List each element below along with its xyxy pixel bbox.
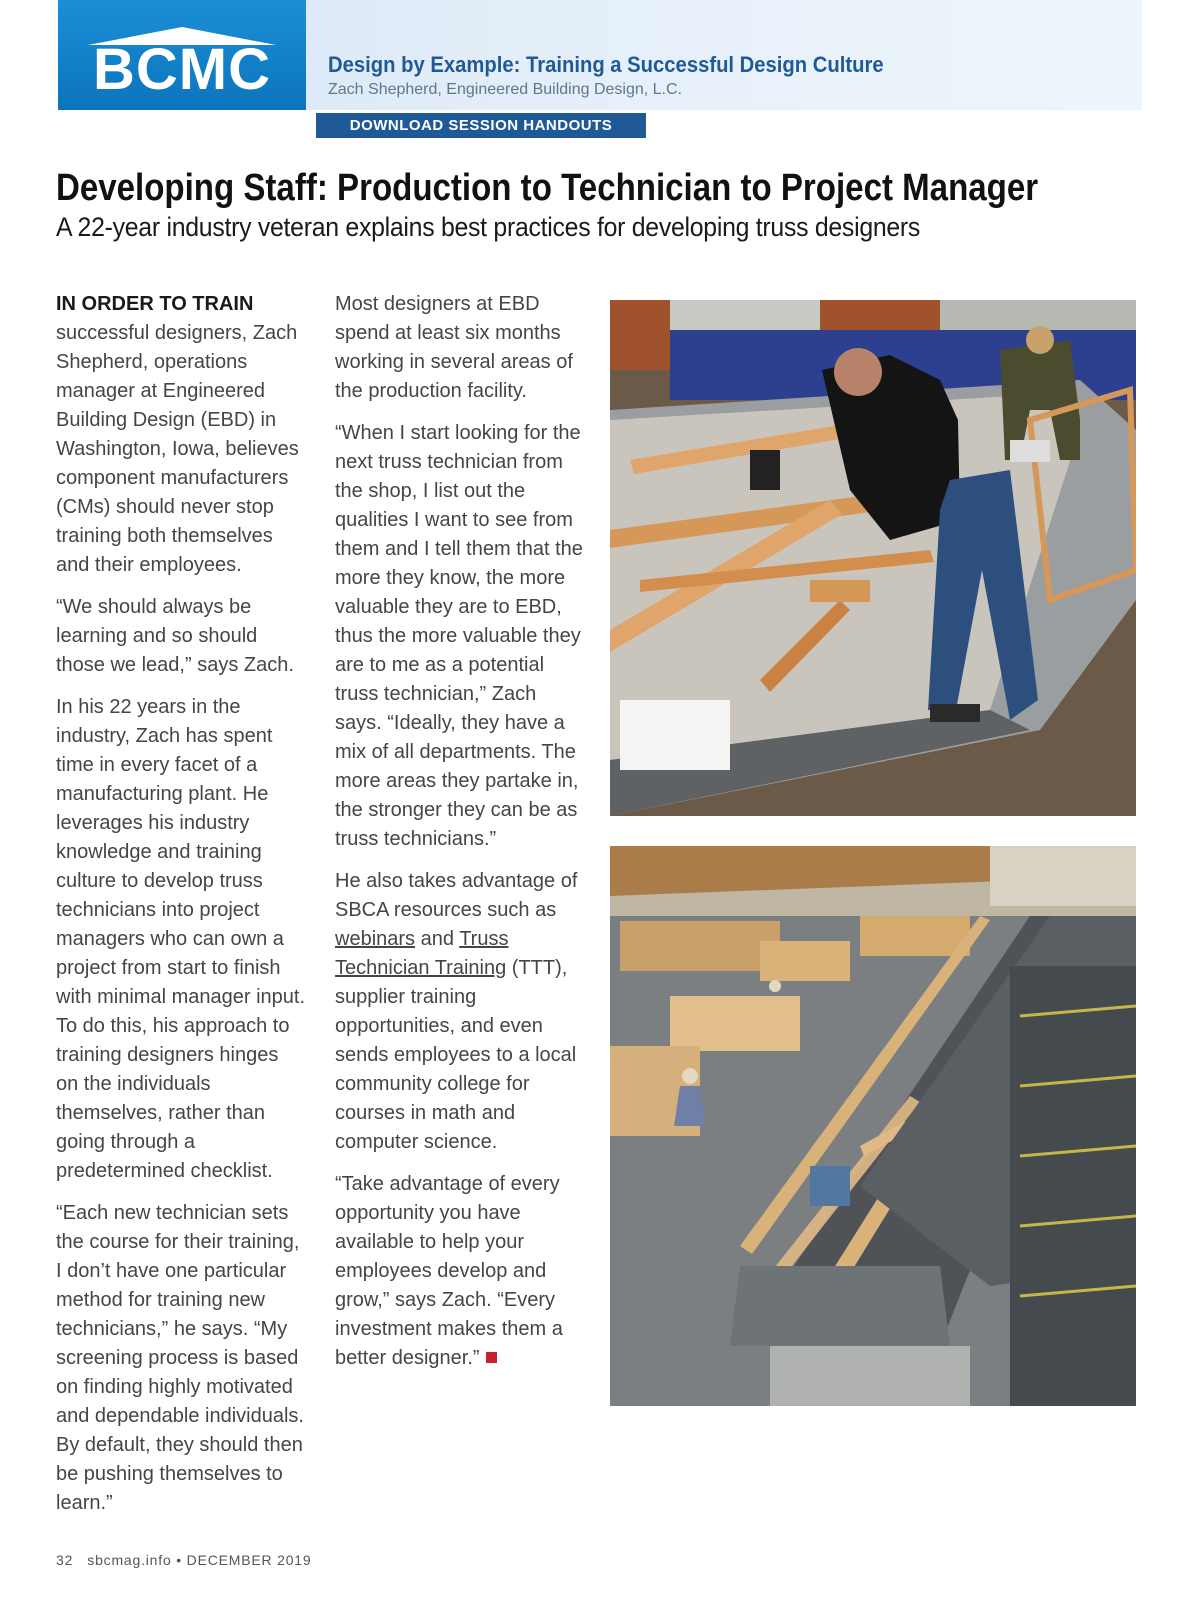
issue-date: DECEMBER 2019 [186, 1552, 312, 1568]
site-name: sbcmag.info [87, 1552, 172, 1568]
paragraph-text: (TTT), supplier training opportunities, and even sends employees to a local community college for courses in math and computer science. [335, 957, 577, 1153]
article-column-1 [56, 290, 306, 1531]
paragraph-text: successful designers, Zach Shepherd, operations manager at Engineered Building Design (EBD) in Washington, Iowa, believes component manufacturers (CMs) should never stop training both themselves and their employees. [56, 322, 299, 576]
session-title: Design by Example: Training a Successful Design Culture [328, 52, 884, 77]
page-footer [56, 1552, 311, 1568]
paragraph: In his 22 years in the industry, Zach has spent time in every facet of a manufacturing plant. He leverages his industry knowledge and training culture to develop truss technicians into project managers who can own a project from start to finish with minimal manager input. To do this, his approach to training designers hinges on the individuals themselves, rather than going through a predetermined checklist. [56, 696, 305, 1182]
footer-bullet: • [176, 1552, 182, 1568]
webinars-link[interactable]: webinars [335, 928, 416, 950]
truss-assembly-photo [610, 300, 1136, 816]
page-number: 32 [56, 1552, 74, 1568]
paragraph-text: and [420, 928, 454, 950]
logo-text: BCMC [93, 37, 271, 102]
paragraph: Most designers at EBD spend at least six months working in several areas of the production facility. [335, 293, 573, 402]
article-column-2 [335, 290, 585, 1386]
paragraph: “We should always be learning and so should those we lead,” says Zach. [56, 596, 294, 676]
lead-in: IN ORDER TO TRAIN [56, 293, 254, 315]
truss-technician-training-link[interactable]: Truss Technician Training [335, 928, 509, 979]
bcmc-logo[interactable] [58, 0, 306, 110]
paragraph: “When I start looking for the next truss technician from the shop, I list out the qualities I want to see from them and I tell them that the more they know, the more valuable they are to EBD, thus the more valuable they are to me as a potential truss technician,” Zach says. “Ideally, they have a mix of all departments. The more areas they partake in, the stronger they can be as truss technicians.” [335, 422, 583, 850]
article-subhead: A 22-year industry veteran explains best practices for developing truss designers [56, 212, 921, 242]
paragraph [335, 867, 585, 1157]
download-handouts-button[interactable]: DOWNLOAD SESSION HANDOUTS [316, 113, 646, 138]
article-headline: Developing Staff: Production to Technician to Project Manager [56, 167, 1039, 209]
paragraph: “Each new technician sets the course for their training, I don’t have one particular method for training new technicians,” he says. “My screening process is based on finding highly motivated and dependable individuals. By default, they should then be pushing themselves to learn.” [56, 1202, 304, 1514]
end-of-article-mark [486, 1352, 497, 1363]
paragraph [335, 1170, 585, 1373]
paragraph [56, 290, 306, 580]
production-floor-photo [610, 846, 1136, 1406]
session-author: Zach Shepherd, Engineered Building Design, L.C. [328, 81, 682, 98]
paragraph-text: “Take advantage of every opportunity you have available to help your employees develop and grow,” says Zach. “Every investment makes them a better designer.” [335, 1173, 563, 1369]
paragraph-text: He also takes advantage of SBCA resources such as [335, 870, 578, 921]
